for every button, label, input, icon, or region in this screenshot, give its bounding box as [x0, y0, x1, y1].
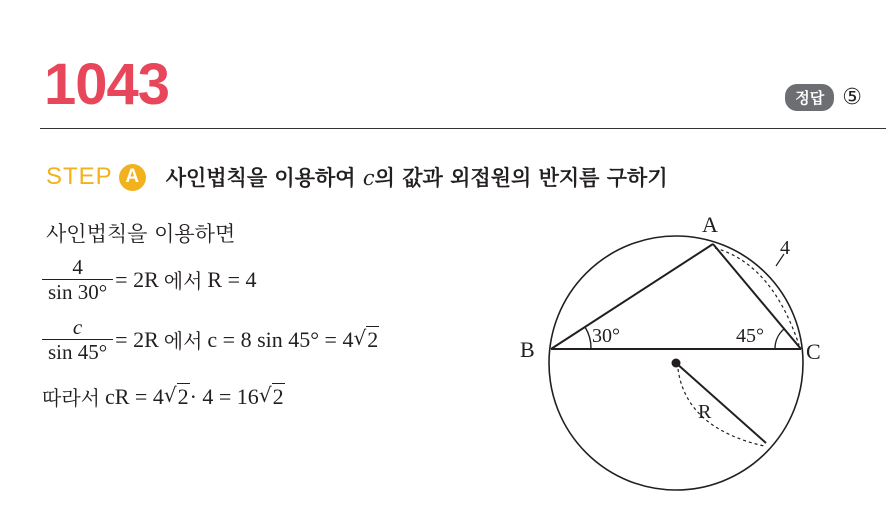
answer-area — [785, 84, 862, 111]
angle-c-label: 45° — [736, 325, 764, 347]
equation-2-word: 에서 — [163, 329, 203, 354]
point-a-label: A — [702, 212, 718, 237]
answer-badge: 정답 — [785, 84, 834, 111]
fraction-2 — [42, 316, 113, 363]
step-heading — [46, 162, 668, 192]
solution-intro: 사인법칙을 이용하면 — [46, 222, 236, 246]
equation-2 — [42, 316, 379, 363]
equation-2-result: c = 8 sin 45° = 4 — [207, 326, 354, 352]
sqrt-symbol: √ 2 — [258, 383, 284, 409]
equation-3-expr-b: · 4 = 16 — [189, 383, 259, 409]
fraction-1-denominator: sin 30° — [42, 279, 113, 303]
problem-number: 1043 — [44, 52, 170, 117]
fraction-1-numerator: 4 — [72, 255, 83, 279]
step-title-suffix: 의 값과 외접원의 반지름 구하기 — [374, 166, 668, 190]
answer-value: ⑤ — [842, 85, 862, 110]
fraction-1 — [42, 256, 113, 303]
equation-1-result: R = 4 — [207, 266, 257, 292]
step-title-var: c — [362, 166, 375, 190]
sqrt-radicand: 2 — [272, 384, 284, 409]
equation-3-expr-a: cR = 4 — [104, 383, 164, 409]
step-title — [166, 162, 668, 192]
header-divider — [40, 128, 886, 129]
step-letter-badge: A — [119, 164, 146, 191]
point-c-label: C — [806, 339, 821, 364]
step-title-prefix: 사인법칙을 이용하여 — [165, 166, 356, 190]
circle-triangle-figure — [510, 206, 830, 506]
equation-1-word: 에서 — [163, 269, 203, 294]
angle-b-label: 30° — [592, 325, 620, 347]
point-b-label: B — [520, 337, 535, 362]
angle-b-arc — [585, 327, 591, 349]
sqrt-radicand: 2 — [367, 327, 379, 353]
side-ac-length-label: 4 — [780, 237, 790, 259]
equation-2-rhs: = 2R — [115, 326, 159, 352]
radius-label: R — [698, 401, 712, 423]
sqrt-symbol: √ 2 — [353, 326, 379, 353]
equation-3 — [42, 382, 285, 411]
equation-1 — [42, 256, 256, 303]
fraction-2-denominator: sin 45° — [42, 339, 113, 363]
radius-brace — [678, 369, 764, 446]
angle-c-arc — [775, 329, 784, 349]
side-ab — [551, 244, 713, 349]
step-label: STEP — [46, 163, 113, 190]
sqrt-radicand: 2 — [177, 384, 189, 409]
fraction-2-numerator: c — [72, 315, 83, 339]
equation-3-prefix: 따라서 — [42, 386, 100, 410]
equation-1-rhs: = 2R — [115, 266, 159, 292]
radius-segment — [676, 363, 766, 443]
sqrt-symbol: √ 2 — [163, 383, 189, 409]
